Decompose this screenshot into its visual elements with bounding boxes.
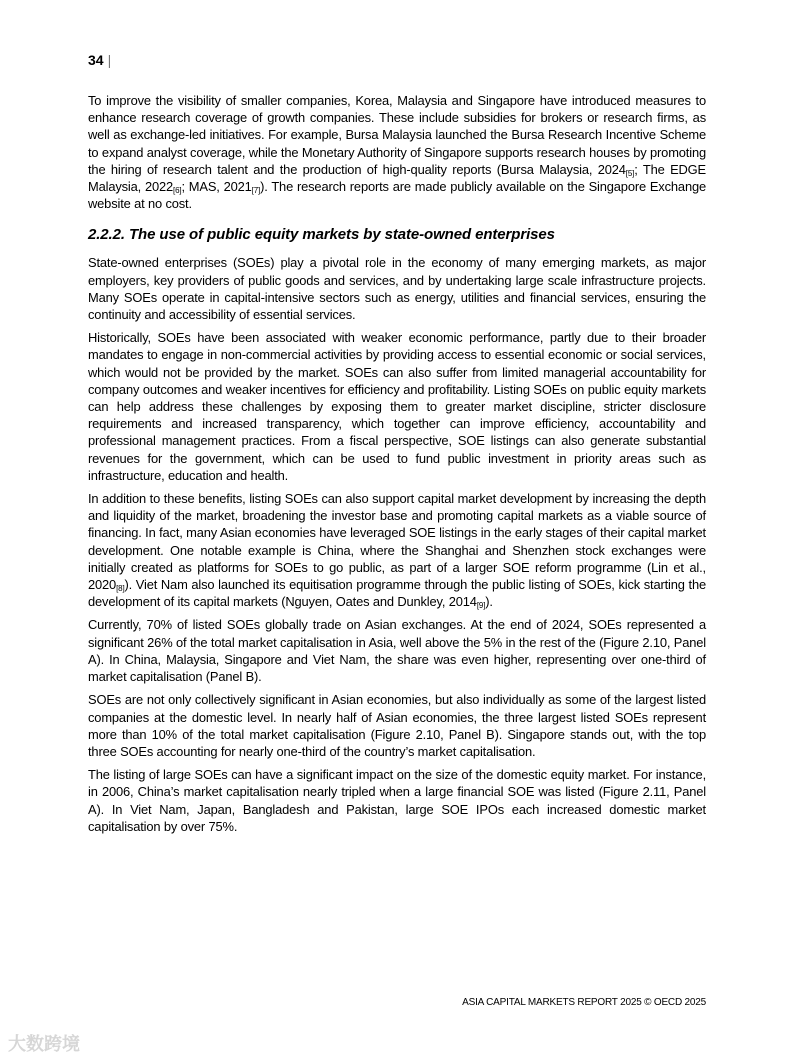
page-separator: | [107,52,112,68]
page-footer: ASIA CAPITAL MARKETS REPORT 2025 © OECD 2025 [462,997,706,1008]
text: To improve the visibility of smaller companies, Korea, Malaysia and Singapore have introduced measures to enhance research coverage of growth companies. These include subsidies for brokers or research firms, as well as exchange-led initiatives. For example, Bursa Malaysia launched the Bursa Research Incentive Scheme to expand analyst coverage, while the Monetary Authority of Singapore supports research houses by promoting the hiring of research talent and the production of high-quality reports (Bursa Malaysia, 2024 [88,93,706,177]
watermark-logo: 大数跨境 [8,1034,80,1054]
paragraph: The listing of large SOEs can have a significant impact on the size of the domestic equity market. For instance, in 2006, China’s market capitalisation nearly tripled when a large financial SOE was listed (Figure 2.11, Panel A). In Viet Nam, Japan, Bangladesh and Pakistan, large SOE IPOs each increased domestic market capitalisation by over 75%. [88,767,706,834]
reference-link[interactable]: [6] [173,186,182,196]
text: ). Viet Nam also launched its equitisation programme through the public listing of SOEs, kick starting the development of its capital markets (Nguyen, Oates and Dunkley, 2014 [88,577,706,610]
page-number [88,52,111,68]
text: ). The research reports are made publicly available on the Singapore Exchange website at no cost. [88,179,706,212]
paragraph: SOEs are not only collectively significant in Asian economies, but also individually as some of the largest listed companies at the domestic level. In nearly half of Asian economies, the three largest listed SOEs represent more than 10% of the total market capitalisation (Figure 2.10, Panel B). Singapore stands out, with the top three SOEs accounting for nearly one-third of the country’s market capitalisation. [88,692,706,759]
section-heading: 2.2.2. The use of public equity markets by state-owned enterprises [88,226,555,244]
paragraph: State-owned enterprises (SOEs) play a pivotal role in the economy of many emerging markets, as major employers, key providers of public goods and services, and by undertaking large scale infrastructure projects. Many SOEs operate in capital-intensive sectors such as energy, utilities and financial services, ensuring the continuity and accessibility of essential services. [88,255,706,323]
reference-link[interactable]: [7] [251,186,261,196]
text: ; MAS, 2021 [181,179,252,195]
reference-link[interactable]: [9] [476,601,486,611]
paragraph: Currently, 70% of listed SOEs globally trade on Asian exchanges. At the end of 2024, SOEs represented a significant 26% of the total market capitalisation in Asia, well above the 5% in the rest of the (Figure 2.10, Panel A). In China, Malaysia, Singapore and Viet Nam, the share was even higher, representing over one-third of market capitalisation (Panel B). [88,617,706,685]
paragraph: Historically, SOEs have been associated with weaker economic performance, partly due to their broader mandates to engage in non-commercial activities by providing access to essential economic or social services, which would not be provided by the market. SOEs can also suffer from limited managerial accountability for company outcomes and weaker incentives for efficiency and profitability. Listing SOEs on public equity markets can help address these challenges by exposing them to greater market discipline, stricter disclosure requirements and increased transparency, which together can improve efficiency, accountability and professional management practices. From a fiscal perspective, SOE listings can also generate substantial revenues for the government, which can be used to fund public investment in priority areas such as infrastructure, education and health. [88,330,706,483]
text: ; The EDGE Malaysia, 2022 [88,161,706,195]
reference-link[interactable]: [5] [625,168,635,178]
reference-link[interactable]: [8] [116,584,125,594]
intro-paragraph [88,92,706,212]
text: In addition to these benefits, listing SOEs can also support capital market development by increasing the depth and liquidity of the market, broadening the investor base and promoting capital markets as a viable source of financing. In fact, many Asian economies have leveraged SOE listings in the early stages of their capital market development. One notable example is China, where the Shanghai and Shenzhen stock exchanges were initially created as platforms for SOEs to go public, as part of a larger SOE reform programme (Lin et al., 2020 [88,491,706,593]
page-number-text: 34 [88,52,104,68]
paragraph [88,490,706,610]
page-body [88,92,706,841]
text: ). [485,594,493,610]
